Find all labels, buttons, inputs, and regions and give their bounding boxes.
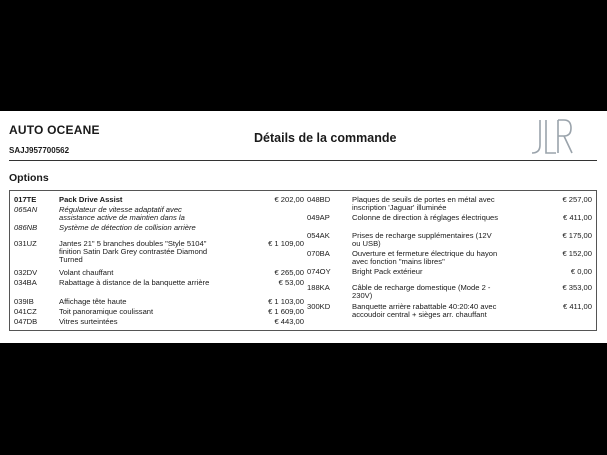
option-description: Banquette arrière rabattable 40:20:40 avec accoudoir central + sièges arr. chauffant (352, 302, 497, 320)
option-code: 034BA (14, 278, 37, 287)
option-code: 054AK (307, 231, 330, 240)
option-price: € 443,00 (274, 317, 304, 326)
option-description: Jantes 21" 5 branches doubles "Style 5104" finition Satin Dark Grey contrastée Diamond Turned (59, 239, 208, 265)
logo-r (558, 120, 572, 153)
option-description: Câble de recharge domestique (Mode 2 - 230V) (352, 283, 491, 301)
option-code: 300KD (307, 302, 331, 311)
header-divider (9, 160, 597, 161)
page-title: Détails de la commande (254, 131, 397, 145)
option-description: Pack Drive Assist (59, 195, 123, 204)
logo-l (546, 120, 556, 153)
option-price: € 265,00 (274, 268, 304, 277)
option-code: 039IB (14, 297, 34, 306)
option-description: Toit panoramique coulissant (59, 307, 154, 316)
option-price: € 202,00 (274, 195, 304, 204)
option-description: Affichage tête haute (59, 297, 127, 306)
option-description: Prises de recharge supplémentaires (12V ou USB) (352, 231, 492, 249)
option-description: Rabattage à distance de la banquette arrière (59, 278, 210, 287)
option-description: Vitres surteintées (59, 317, 118, 326)
option-code: 049AP (307, 213, 330, 222)
section-title: Options (9, 172, 49, 184)
option-description: Bright Pack extérieur (352, 267, 423, 276)
option-price: € 152,00 (562, 249, 592, 258)
option-description: Ouverture et fermeture électrique du hayon avec fonction "mains libres" (352, 249, 498, 267)
option-price: € 1 109,00 (268, 239, 304, 248)
dealer-name: AUTO OCEANE (9, 123, 100, 137)
option-code: 047DB (14, 317, 38, 326)
option-code: 031UZ (14, 239, 37, 248)
option-description: Système de détection de collision arrière (59, 223, 196, 232)
option-description: Volant chauffant (59, 268, 114, 277)
option-price: € 175,00 (562, 231, 592, 240)
option-code: 188KA (307, 283, 330, 292)
option-code: 086NB (14, 223, 38, 232)
option-code: 048BD (307, 195, 331, 204)
option-price: € 1 103,00 (268, 297, 304, 306)
option-price: € 53,00 (278, 278, 304, 287)
jlr-logo (526, 117, 574, 157)
option-price: € 411,00 (563, 213, 592, 222)
option-price: € 257,00 (562, 195, 592, 204)
option-code: 041CZ (14, 307, 37, 316)
options-table (9, 190, 597, 331)
option-price: € 0,00 (570, 267, 592, 276)
option-description: Plaques de seuils de portes en métal avec inscription 'Jaguar' illuminée (352, 195, 495, 213)
option-code: 017TE (14, 195, 37, 204)
order-sheet (0, 111, 607, 343)
option-description: Colonne de direction à réglages électriques (352, 213, 499, 222)
vin-number: SAJJ957700562 (9, 146, 70, 155)
option-price: € 1 609,00 (268, 307, 304, 316)
option-description: Régulateur de vitesse adaptatif avec assistance active de maintien dans la (59, 205, 185, 223)
option-code: 032DV (14, 268, 38, 277)
logo-j (532, 120, 540, 153)
option-price: € 353,00 (562, 283, 592, 292)
option-code: 070BA (307, 249, 330, 258)
option-price: € 411,00 (563, 302, 592, 311)
option-code: 065AN (14, 205, 38, 214)
option-code: 074OY (307, 267, 331, 276)
